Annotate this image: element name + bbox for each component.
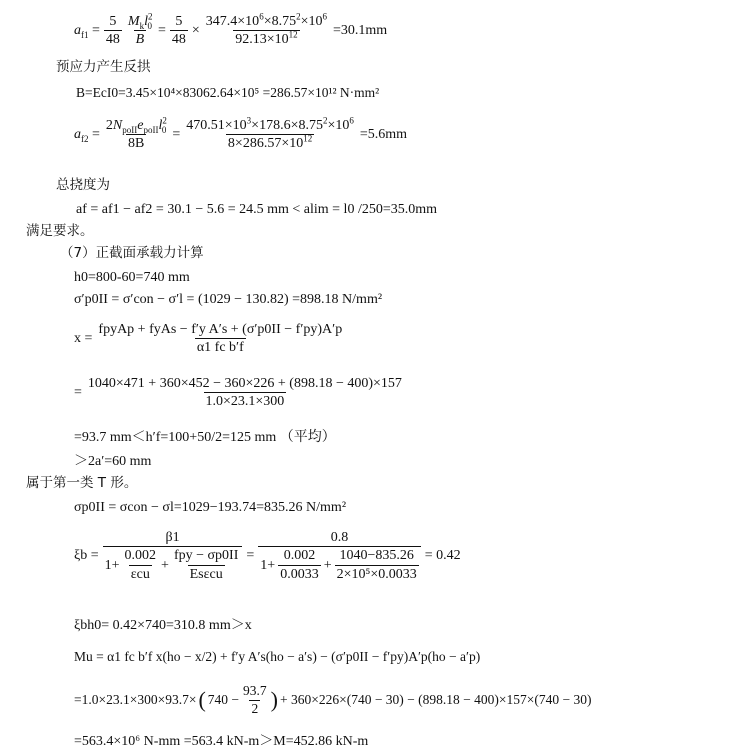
total-deflection-heading: 总挠度为 (56, 177, 110, 193)
x-formula: x = $\frac{\text{fpyAp + fyAs − f′y A′s + (σ′p0II − f′py)A′p}}{\text{α1 fc b′f}}$ (74, 322, 343, 356)
x-check: ＞2a′=60 mm (74, 454, 152, 469)
section-7-heading: （7）正截面承载力计算 (60, 245, 204, 261)
mu-formula: Mu = α1 fc b′f x(ho − x/2) + f′y A′s(ho − a′s) − (σ′p0II − f′py)A′p(ho − a′p) (74, 649, 481, 664)
h0-line: h0=800-60=740 mm (74, 270, 190, 285)
t-type-text: 属于第一类 T 形。 (26, 475, 138, 491)
prestress-heading: 预应力产生反拱 (56, 59, 151, 75)
xi-b-equation: ξb = β1 1+ $\frac{0.002}{\text{εcu}}$ + $\frac{\text{fpy − σp0II}}{\text{Esεcu}}$ = 0.8 1+ $\frac{0.002}{0.0033}$ + $\frac{1040-835.26}{\text{2×10⁵×0.0033}}$ = 0.42 (74, 530, 461, 582)
xi-b-h0-line: ξbh0= 0.42×740=310.8 mm＞x (74, 618, 252, 633)
stiffness-line: B=EcI0=3.45×10⁴×83062.64×10⁵ =286.57×10¹² N·mm² (76, 85, 380, 100)
satisfied-text: 满足要求。 (26, 223, 94, 239)
mu-numeric: =1.0×23.1×300×93.7× ( 740 − $\frac{93.7}{2}$ ) + 360×226×(740 − 30) − (898.18 − 400)×157×(740 − 30) (74, 683, 592, 716)
mu-result: =563.4×10⁶ N-mm =563.4 kN-m＞M=452.86 kN-m (74, 734, 369, 749)
x-result: =93.7 mm＜h′f=100+50/2=125 mm （平均） (74, 430, 336, 445)
total-deflection-line: af = af1 − af2 = 30.1 − 5.6 = 24.5 mm < alim = l0 /250=35.0mm (76, 202, 438, 217)
af1-equation: $a_{f1}$ = $\frac{5}{48}$ $\frac{M_kl^2_0}{B}$ = $\frac{5}{48}$ × $\frac{347.4\times 10^6\times 8.75^2\times 10^6}{92.13\times 10^{12}}$ =30.1mm (74, 11, 388, 48)
sigma-p0-line: σ′p0II = σ′con − σ′l = (1029 − 130.82) =898.18 N/mm² (74, 292, 383, 307)
sigma-p0-line-2: σp0II = σcon − σl=1029−193.74=835.26 N/mm² (74, 500, 347, 515)
x-numeric: = $\frac{1040\times 471 + 360\times 452 - 360\times 226 + (898.18 - 400)\times 157}{1.0\times 23.1\times 300}$ (74, 376, 402, 410)
af2-equation: $a_{f2}$ = $\frac{2N_{poII}e_{poII}l^2_0}{8B}$ = $\frac{470.51\times 10^3\times 178.6\times 8.75^2\times 10^6}{8\times 286.57\times 10^{12}}$ =5.6mm (74, 115, 408, 152)
